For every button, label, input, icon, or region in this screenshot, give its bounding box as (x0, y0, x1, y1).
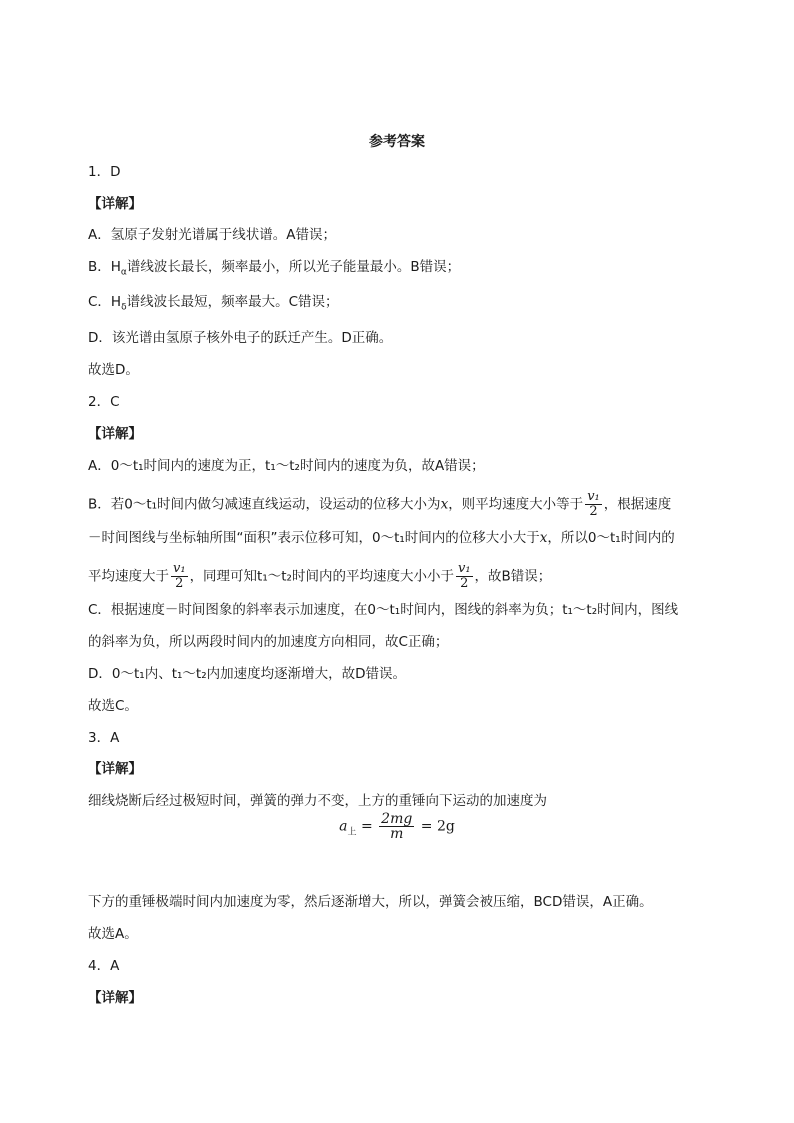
q3-paragraph-1: 细线烧断后经过极短时间，弹簧的弹力不变，上方的重锤向下运动的加速度为 (88, 793, 547, 809)
q3-conclusion: 故选A。 (88, 926, 138, 942)
q1-option-c: C．$H_\delta$谱线波长最短，频率最大。C错误； (88, 294, 339, 313)
q1-header: 1．D (88, 164, 121, 180)
q2-option-c-line1: C．根据速度－时间图象的斜率表示加速度，在0～t₁时间内，图线的斜率为负；t₁～t₂时间内，图线 (88, 602, 679, 618)
q2-option-b-line2: －时间图线与坐标轴所围“面积”表示位移可知，0～t₁时间内的位移大小大于x，所以0～t₁时间内的 (88, 530, 675, 546)
fraction-v1-over-2: $\frac{\text{v₁}}{2}$ (173, 561, 186, 591)
q4-header: 4．A (88, 958, 120, 974)
fraction-v1-over-2: $\frac{\text{v₁}}{2}$ (457, 561, 471, 591)
q2-conclusion: 故选C。 (88, 698, 138, 714)
page-title: 参考答案 (369, 134, 425, 150)
q1-option-d: D．该光谱由氢原子核外电子的跃迁产生。D正确。 (88, 330, 393, 346)
q3-header: 3．A (88, 730, 120, 746)
q2-option-b-line1: B．若0～t₁时间内做匀减速直线运动，设运动的位移大小为x，则平均速度大小等于 $\frac{\text{v₁}}{2}$ ，根据速度 (88, 489, 672, 519)
q1-option-a: A．氢原子发射光谱属于线状谱。A错误； (88, 227, 336, 243)
q1-option-b: B．$H_\alpha$谱线波长最长，频率最小，所以光子能量最小。B错误； (88, 259, 461, 278)
q2-detail-label: 【详解】 (88, 426, 142, 442)
q4-detail-label: 【详解】 (88, 990, 142, 1006)
q2-option-b-line3: 平均速度大于 $\frac{\text{v₁}}{2}$ ，同理可知t₁～t₂时间内的平均速度大小小于 $\frac{\text{v₁}}{2}$ ，故B错误； (88, 561, 552, 591)
q1-conclusion: 故选D。 (88, 362, 139, 378)
q2-option-d: D．0～t₁内、t₁～t₂内加速度均逐渐增大，故D错误。 (88, 666, 406, 682)
q3-detail-label: 【详解】 (88, 761, 142, 777)
fraction-v1-over-2: $\frac{\text{v₁}}{2}$ (587, 489, 600, 519)
q3-paragraph-2: 下方的重锤极端时间内加速度为零，然后逐渐增大，所以，弹簧会被压缩，BCD错误，A正确。 (88, 894, 653, 910)
q2-option-c-line2: 的斜率为负，所以两段时间内的加速度方向相同，故C正确； (88, 634, 449, 650)
acceleration-equation: $a_上$ = $\frac{2mg}{m}$ = 2g (339, 811, 455, 842)
q1-detail-label: 【详解】 (88, 196, 142, 212)
q2-header: 2．C (88, 394, 120, 410)
q2-option-a: A．0～t₁时间内的速度为正，t₁～t₂时间内的速度为负，故A错误； (88, 458, 485, 474)
